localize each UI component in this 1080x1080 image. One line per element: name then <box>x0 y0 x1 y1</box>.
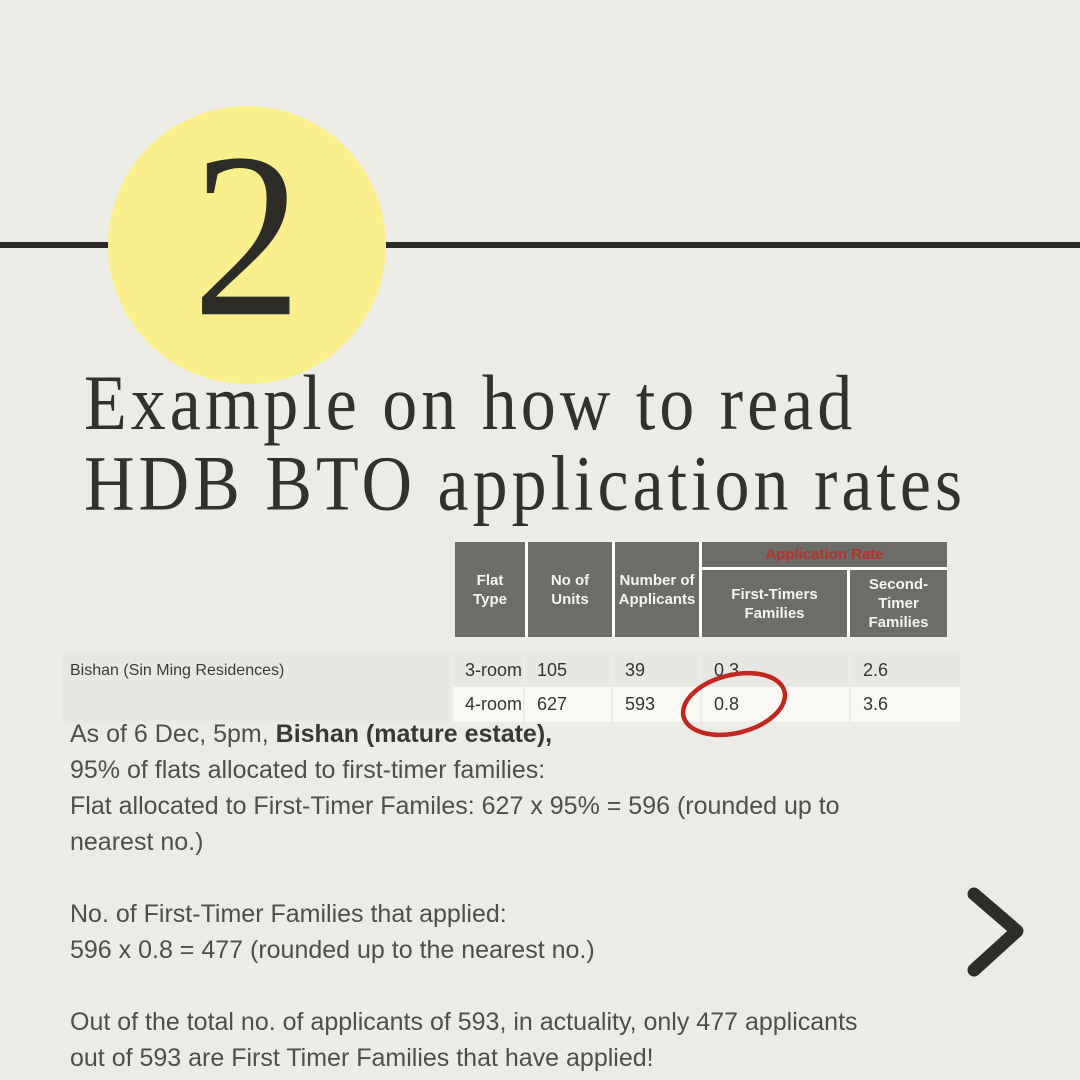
cell-units: 105 <box>525 654 611 687</box>
chevron-right-icon[interactable] <box>962 884 1032 980</box>
page-title <box>84 360 967 528</box>
cell-flat-type: 4-room <box>453 687 523 722</box>
cell-applicants: 593 <box>613 687 700 722</box>
cell-first-timers-rate: 0.3 <box>702 654 849 687</box>
cell-units: 627 <box>525 687 611 722</box>
paragraph-line: 596 x 0.8 = 477 (rounded up to the nearest no.) <box>70 936 595 964</box>
paragraph-first-timer-applied <box>70 896 595 968</box>
column-header-number-of-applicants: Number of Applicants <box>615 542 699 637</box>
paragraph-line: out of 593 are First Timer Families that have applied! <box>70 1044 654 1072</box>
column-header-flat-type: Flat Type <box>455 542 525 637</box>
paragraph-line: No. of First-Timer Families that applied: <box>70 900 507 928</box>
paragraph-line <box>70 716 840 752</box>
project-name-cell: Bishan (Sin Ming Residences) <box>62 654 451 722</box>
paragraph-line: 95% of flats allocated to first-timer families: <box>70 756 546 784</box>
paragraph-line: nearest no.) <box>70 828 204 856</box>
column-header-first-timers-families: First-Timers Families <box>702 570 847 637</box>
column-header-second-timer-families: Second-Timer Families <box>850 570 947 637</box>
table-header <box>455 542 947 637</box>
page-title-line2: HDB BTO application rates <box>84 441 967 528</box>
column-header-application-rate: Application Rate <box>702 542 947 567</box>
text-bishan-bold: Bishan (mature estate), <box>275 720 553 748</box>
cell-flat-type: 3-room <box>453 654 523 687</box>
application-rate-header-group <box>702 542 947 637</box>
table-body <box>62 654 960 722</box>
cell-applicants: 39 <box>613 654 700 687</box>
cell-second-timer-rate: 3.6 <box>851 687 960 722</box>
paragraph-line: Flat allocated to First-Timer Familes: 627 x 95% = 596 (rounded up to <box>70 792 840 820</box>
step-number: 2 <box>192 105 302 367</box>
paragraph-allocation <box>70 716 840 860</box>
column-header-no-of-units: No of Units <box>528 542 612 637</box>
text-as-of: As of 6 Dec, 5pm, <box>70 720 276 748</box>
paragraph-conclusion <box>70 1004 858 1076</box>
paragraph-line: Out of the total no. of applicants of 593, in actuality, only 477 applicants <box>70 1008 858 1036</box>
page-title-line1: Example on how to read <box>84 360 857 447</box>
step-number-badge <box>108 106 386 384</box>
cell-second-timer-rate: 2.6 <box>851 654 960 687</box>
cell-first-timers-rate: 0.8 <box>702 687 849 722</box>
